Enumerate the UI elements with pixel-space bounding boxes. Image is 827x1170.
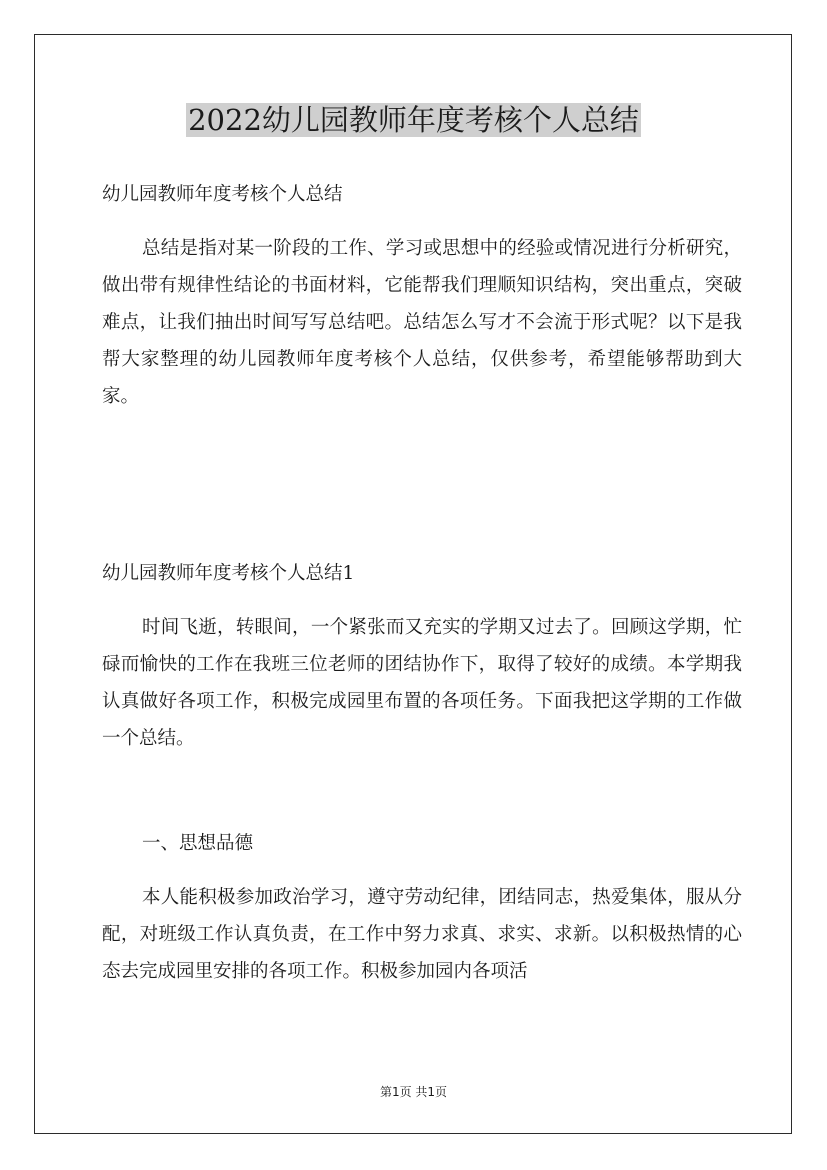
section-paragraph: 时间飞逝，转眼间，一个紧张而又充实的学期又过去了。回顾这学期，忙碌而愉快的工作在我班三位老师的团结协作下，取得了较好的成绩。本学期我认真做好各项工作，积极完成园里布置的各项任务。下面我把这学期的工作做一个总结。 — [102, 617, 742, 749]
subsection-paragraph: 本人能积极参加政治学习，遵守劳动纪律，团结同志，热爱集体，服从分配，对班级工作认真负责，在工作中努力求真、求实、求新。以积极热情的心态去完成园里安排的各项工作。积极参加园内各项活 — [102, 887, 742, 982]
page-footer: 第1页 共1页 — [379, 1085, 448, 1099]
intro-paragraph: 总结是指对某一阶段的工作、学习或思想中的经验或情况进行分析研究，做出带有规律性结论的书面材料，它能帮我们理顺知识结构，突出重点，突破难点，让我们抽出时间写写总结吧。总结怎么写才不会流于形式呢？以下是我帮大家整理的幼儿园教师年度考核个人总结，仅供参考，希望能够帮助到大家。 — [102, 238, 742, 407]
subsection-heading: 一、思想品德 — [142, 833, 254, 854]
document-title-text: 2022幼儿园教师年度考核个人总结 — [188, 103, 639, 137]
document-title — [0, 98, 827, 142]
document-subtitle: 幼儿园教师年度考核个人总结 — [102, 184, 343, 205]
section-heading: 幼儿园教师年度考核个人总结1 — [102, 563, 355, 584]
